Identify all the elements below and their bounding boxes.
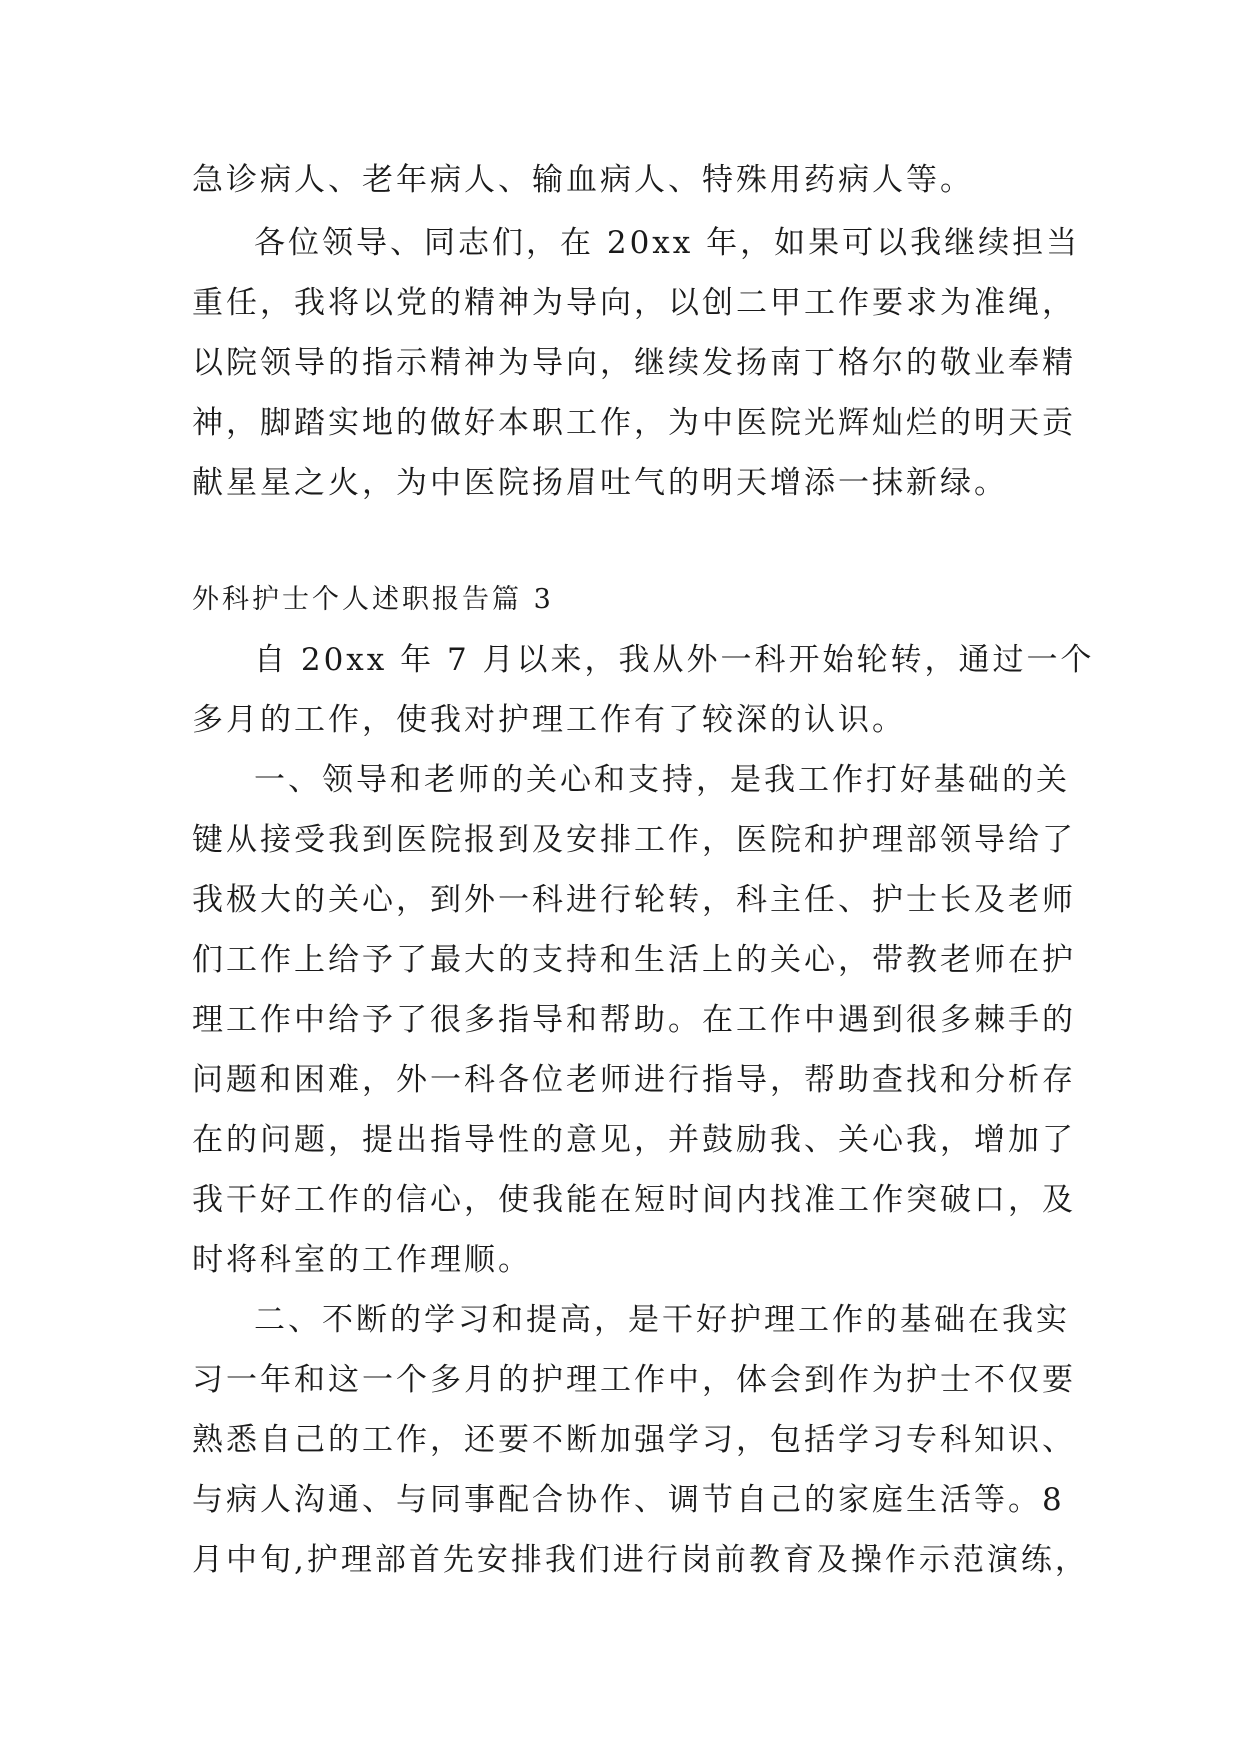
paragraph-line: 在的问题，提出指导性的意见，并鼓励我、关心我，增加了 [192,1122,1076,1158]
paragraph-line: 熟悉自己的工作，还要不断加强学习，包括学习专科知识、 [192,1422,1076,1458]
paragraph-line: 以院领导的指示精神为导向，继续发扬南丁格尔的敬业奉精 [192,345,1076,381]
paragraph-line: 键从接受我到医院报到及安排工作，医院和护理部领导给了 [192,822,1076,858]
paragraph-line: 理工作中给予了很多指导和帮助。在工作中遇到很多棘手的 [192,1002,1076,1038]
paragraph-line: 二、不断的学习和提高，是干好护理工作的基础在我实 [254,1302,1070,1338]
paragraph-line: 献星星之火，为中医院扬眉吐气的明天增添一抹新绿。 [192,465,1008,501]
paragraph-line: 问题和困难，外一科各位老师进行指导，帮助查找和分析存 [192,1062,1076,1098]
paragraph-line: 我干好工作的信心，使我能在短时间内找准工作突破口，及 [192,1182,1076,1218]
paragraph-line: 一、领导和老师的关心和支持，是我工作打好基础的关 [254,762,1070,798]
paragraph-line: 多月的工作，使我对护理工作有了较深的认识。 [192,702,906,738]
paragraph-line: 习一年和这一个多月的护理工作中，体会到作为护士不仅要 [192,1362,1076,1398]
paragraph-line: 时将科室的工作理顺。 [192,1242,532,1278]
paragraph-line: 自 20xx 年 7 月以来，我从外一科开始轮转，通过一个 [254,642,1095,678]
paragraph-line: 重任，我将以党的精神为导向，以创二甲工作要求为准绳， [192,285,1076,321]
paragraph-line: 们工作上给予了最大的支持和生活上的关心，带教老师在护 [192,942,1076,978]
paragraph-line: 神，脚踏实地的做好本职工作，为中医院光辉灿烂的明天贡 [192,405,1076,441]
paragraph-line: 与病人沟通、与同事配合协作、调节自己的家庭生活等。8 [192,1482,1065,1518]
paragraph-line: 各位领导、同志们，在 20xx 年，如果可以我继续担当 [254,225,1081,261]
paragraph-line: 月中旬,护理部首先安排我们进行岗前教育及操作示范演练， [192,1542,1089,1578]
paragraph-line: 我极大的关心，到外一科进行轮转，科主任、护士长及老师 [192,882,1076,918]
paragraph-line: 急诊病人、老年病人、输血病人、特殊用药病人等。 [192,162,974,198]
section-heading: 外科护士个人述职报告篇 3 [192,584,554,615]
